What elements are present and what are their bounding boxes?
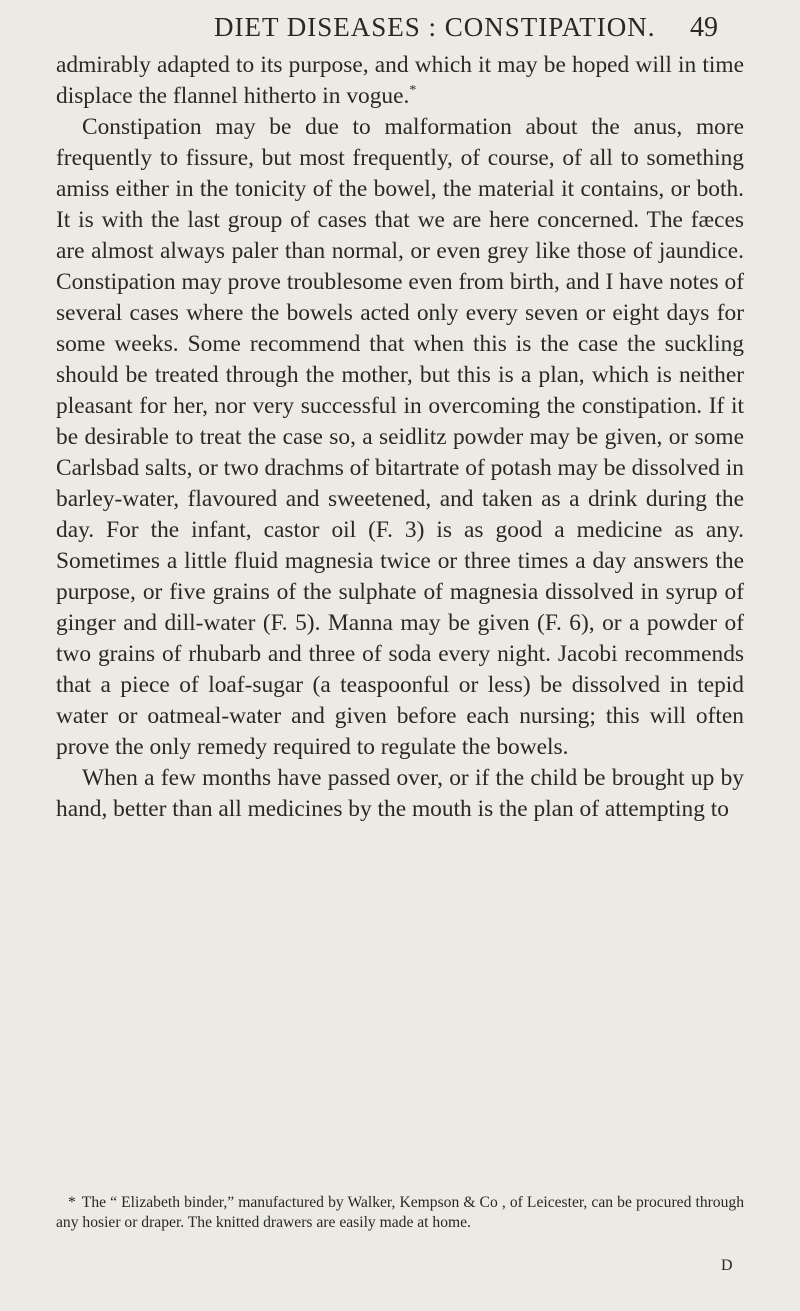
page-number: 49	[690, 12, 718, 43]
signature-mark: D	[721, 1257, 733, 1274]
paragraph-months: When a few months have passed over, or if the child be brought up by hand, better than all medicines by the mouth is the plan of attempting to	[56, 765, 744, 822]
paragraph-constipation: Constipation may be due to malformation about the anus, more frequently to fissure, but most frequently, of course, of all to something amiss either in the tonicity of the bowel, the material it contains, or both. It is with the last group of cases that we are here concerned. The fæces are almost always paler than normal, or even grey like those of jaundice. Constipation may prove troublesome even from birth, and I have notes of several cases where the bowels acted only every seven or eight days for some weeks. Some recommend that when this is the case the suckling should be treated through the mother, but this is a plan, which is neither pleasant for her, nor very successful in overcoming the constipation. If it be desirable to treat the case so, a seidlitz powder may be given, or some Carlsbad salts, or two drachms of bitartrate of potash may be dissolved in barley-water, flavoured and sweetened, and taken as a drink during the day. For the infant, castor oil (F. 3) is as good a medicine as any. Sometimes a little fluid magnesia twice or three times a day answers the purpose, or five grains of the sulphate of magnesia dissolved in syrup of ginger and dill-water (F. 5). Manna may be given (F. 6), or a powder of two grains of rhubarb and three of soda every night. Jacobi recommends that a piece of loaf-sugar (a teaspoonful or less) be dissolved in tepid water or oatmeal-water and given before each nursing; this will often prove the only remedy required to regulate the bowels.	[56, 114, 744, 760]
running-head: DIET DISEASES : CONSTIPATION.	[214, 12, 656, 42]
footnote	[56, 1193, 744, 1233]
paragraph-1-text: admirably adapted to its purpose, and which it may be hoped will in time displace the flannel hitherto in vogue.	[56, 52, 744, 109]
paragraph-continued	[56, 50, 744, 112]
footnote-text: The “ Elizabeth binder,” manufactured by Walker, Kempson & Co , of Leicester, can be procured through any hosier or draper. The knitted drawers are easily made at home.	[56, 1194, 744, 1231]
body-text	[56, 50, 744, 825]
footnote-reference: *	[409, 83, 417, 99]
footnote-marker: *	[68, 1194, 76, 1211]
